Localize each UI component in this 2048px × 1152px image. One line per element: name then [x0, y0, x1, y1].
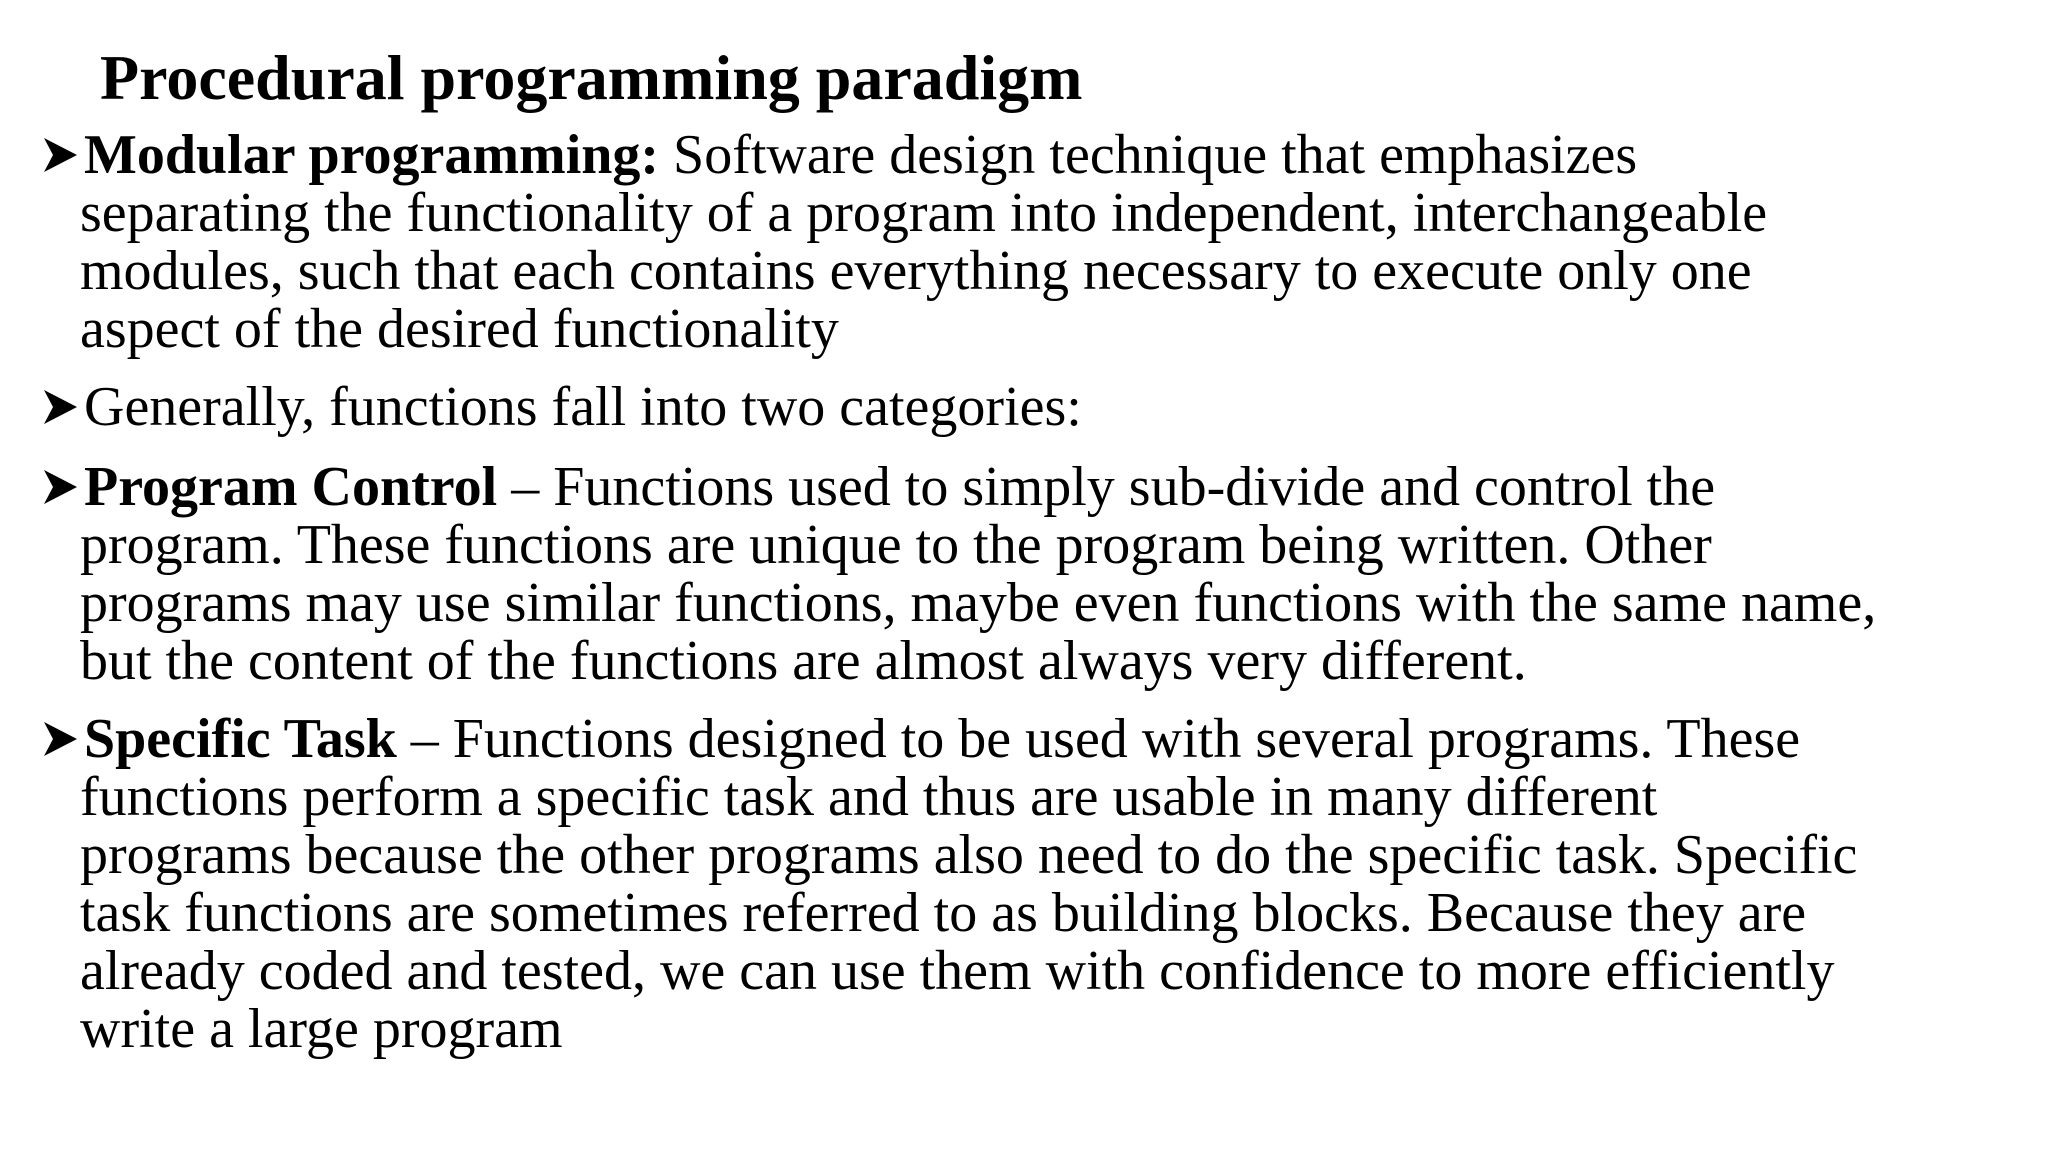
bullet-program-control: [0, 458, 2040, 690]
arrowhead-bullet-icon: [40, 467, 84, 507]
arrowhead-bullet-icon: [40, 135, 84, 175]
bullet-text: – Functions designed to be used with several programs. These: [396, 708, 1801, 770]
bullet-line: separating the functionality of a program into independent, interchangeable: [80, 182, 1768, 244]
bullet-line: write a large program: [80, 998, 563, 1060]
bullet-function-categories: [0, 378, 2040, 436]
bullet-text: – Functions used to simply sub-divide and control the: [497, 456, 1716, 518]
bullet-specific-task: [0, 710, 2040, 1058]
bullet-text: Generally, functions fall into two categories:: [84, 376, 1082, 438]
bullet-line: programs may use similar functions, maybe even functions with the same name,: [80, 572, 1877, 634]
bullet-term: Modular programming:: [84, 124, 660, 186]
bullet-term: Program Control: [84, 456, 498, 518]
bullet-line: program. These functions are unique to the program being written. Other: [80, 514, 1712, 576]
bullet-line: modules, such that each contains everything necessary to execute only one: [80, 240, 1752, 302]
bullet-line: task functions are sometimes referred to as building blocks. Because they are: [80, 882, 1807, 944]
slide-title: Procedural programming paradigm: [100, 42, 1083, 113]
bullet-line: functions perform a specific task and thus are usable in many different: [80, 766, 1658, 828]
arrowhead-bullet-icon: [40, 387, 84, 427]
bullet-line: but the content of the functions are almost always very different.: [80, 630, 1527, 692]
bullet-line: [0, 126, 2040, 184]
bullet-text: Software design technique that emphasizes: [659, 124, 1638, 186]
arrowhead-bullet-icon: [40, 719, 84, 759]
bullet-line: [0, 458, 2040, 516]
bullet-line: aspect of the desired functionality: [80, 298, 839, 360]
bullet-term: Specific Task: [84, 708, 397, 770]
bullet-line: already coded and tested, we can use them with confidence to more efficiently: [80, 940, 1835, 1002]
bullet-line: programs because the other programs also need to do the specific task. Specific: [80, 824, 1858, 886]
bullet-line: [0, 378, 2040, 436]
bullet-line: [0, 710, 2040, 768]
bullet-modular-programming: [0, 126, 2040, 358]
